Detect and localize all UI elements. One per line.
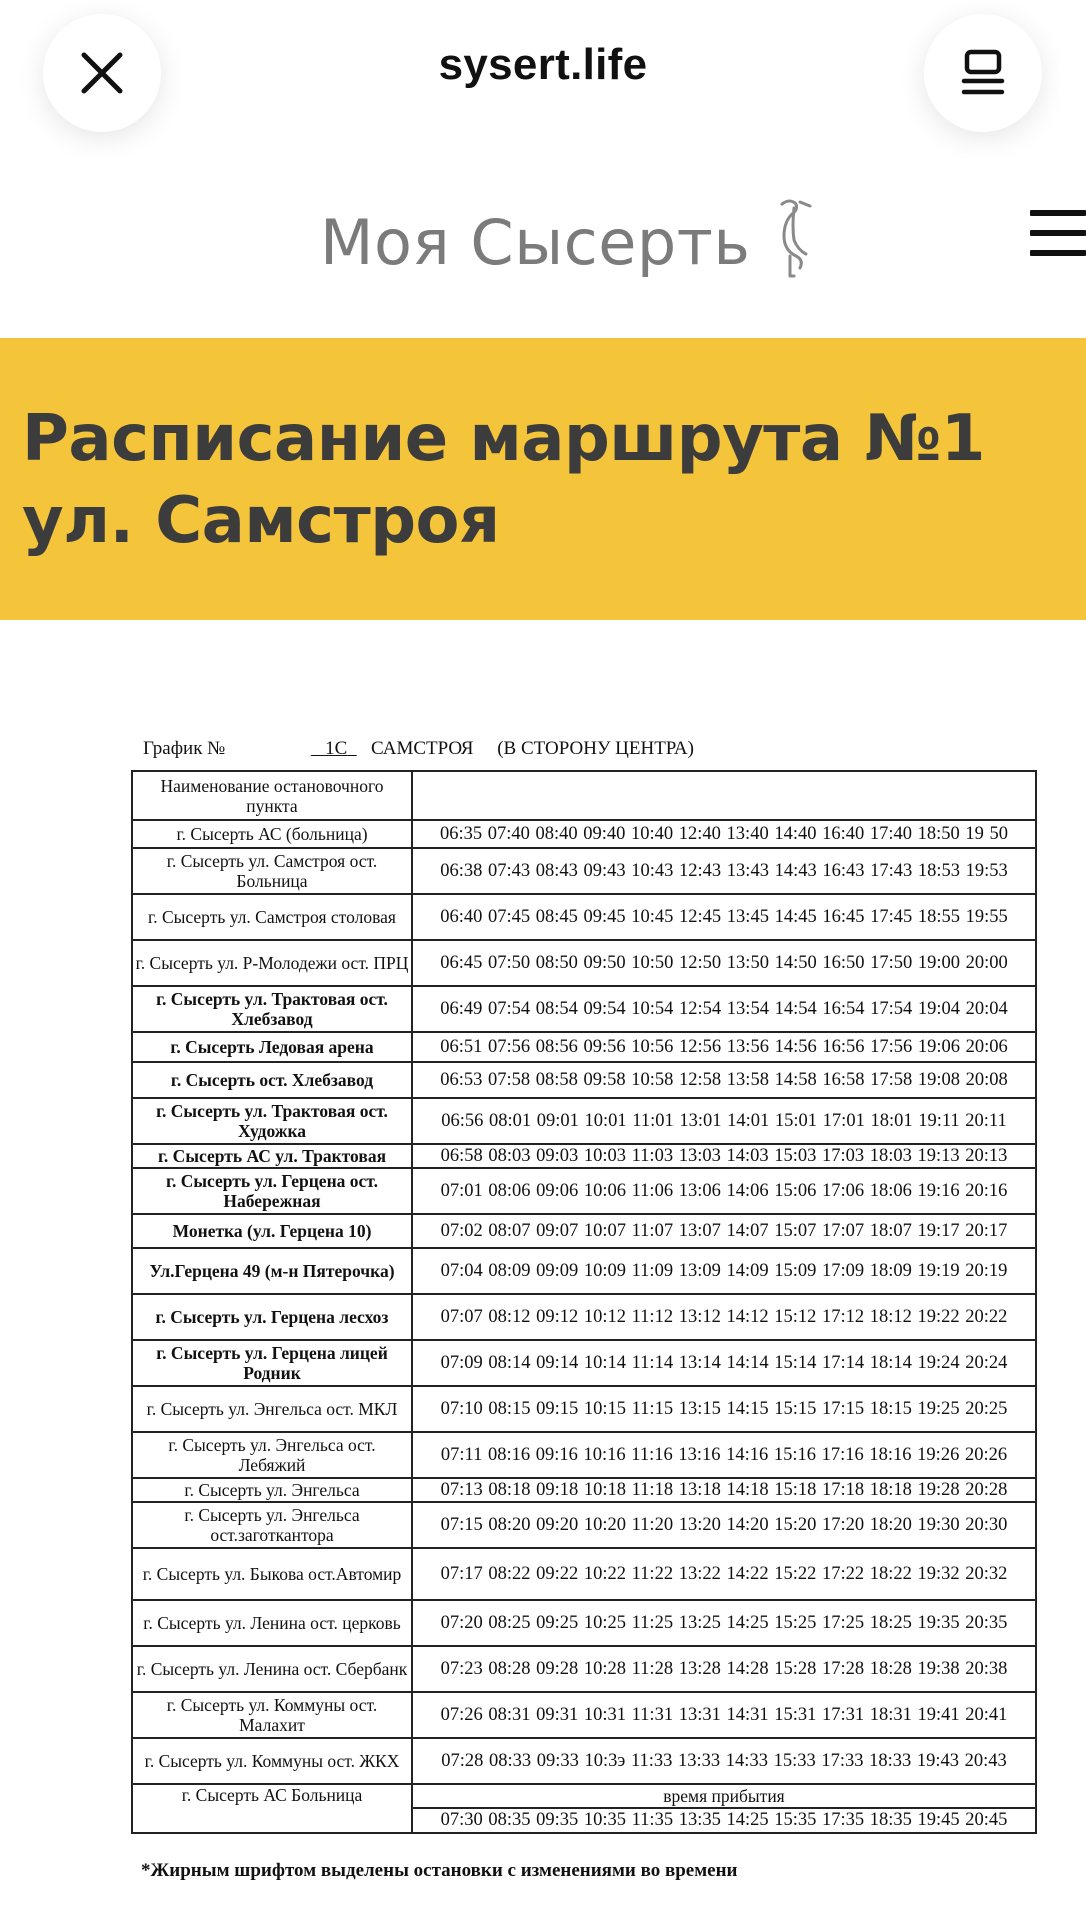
stop-name: г. Сысерть ул. Энгельса <box>132 1478 412 1502</box>
site-logo[interactable] <box>320 196 814 288</box>
stop-times: 07:20 08:25 09:25 10:25 11:25 13:25 14:25 15:25 17:25 18:25 19:35 20:35 <box>412 1600 1036 1646</box>
table-row <box>132 1478 1036 1502</box>
stop-name: г. Сысерть ул. Энгельса ост.заготкантора <box>132 1502 412 1548</box>
reader-mode-button[interactable] <box>924 14 1042 132</box>
stop-name: Монетка (ул. Герцена 10) <box>132 1214 412 1248</box>
stop-times: 07:04 08:09 09:09 10:09 11:09 13:09 14:09 15:09 17:09 18:09 19:19 20:19 <box>412 1248 1036 1294</box>
stop-times: 07:23 08:28 09:28 10:28 11:28 13:28 14:28 15:28 17:28 18:28 19:38 20:38 <box>412 1646 1036 1692</box>
stop-name: г. Сысерть ул. Герцена лесхоз <box>132 1294 412 1340</box>
hamburger-menu-button[interactable] <box>1030 210 1086 266</box>
schedule-route-name: САМСТРОЯ <box>371 738 474 759</box>
table-row <box>132 1692 1036 1738</box>
table-row-arrival <box>132 1784 1036 1833</box>
table-row <box>132 986 1036 1032</box>
stop-times: 06:53 07:58 08:58 09:58 10:58 12:58 13:58 14:58 16:58 17:58 19:08 20:08 <box>412 1062 1036 1098</box>
schedule-direction: (В СТОРОНУ ЦЕНТРА) <box>497 738 694 759</box>
stop-name: г. Сысерть АС ул. Трактовая <box>132 1144 412 1168</box>
stop-times: 07:02 08:07 09:07 10:07 11:07 13:07 14:07 15:07 17:07 18:07 19:17 20:17 <box>412 1214 1036 1248</box>
stop-name: г. Сысерть ул. Коммуны ост. Малахит <box>132 1692 412 1738</box>
table-header-row <box>132 771 1036 820</box>
stop-column-header: Наименование остановочного пункта <box>132 771 412 820</box>
stop-times: 07:07 08:12 09:12 10:12 11:12 13:12 14:12 15:12 17:12 18:12 19:22 20:22 <box>412 1294 1036 1340</box>
stop-times: 07:10 08:15 09:15 10:15 11:15 13:15 14:15 15:15 17:15 18:15 19:25 20:25 <box>412 1386 1036 1432</box>
table-row <box>132 848 1036 894</box>
arrival-cell <box>412 1784 1036 1833</box>
table-row <box>132 1248 1036 1294</box>
stop-name: Ул.Герцена 49 (м-н Пятерочка) <box>132 1248 412 1294</box>
schedule-table <box>131 770 1037 1834</box>
table-row <box>132 1098 1036 1144</box>
stop-name: г. Сысерть ул. Самстроя ост. Больница <box>132 848 412 894</box>
table-row <box>132 1214 1036 1248</box>
stop-name: г. Сысерть ул. Трактовая ост. Художка <box>132 1098 412 1144</box>
table-row <box>132 1548 1036 1600</box>
table-row <box>132 1432 1036 1478</box>
stop-times: 07:09 08:14 09:14 10:14 11:14 13:14 14:14 15:14 17:14 18:14 19:24 20:24 <box>412 1340 1036 1386</box>
stop-name: г. Сысерть ост. Хлебзавод <box>132 1062 412 1098</box>
stop-name: г. Сысерть ул. Герцена лицей Родник <box>132 1340 412 1386</box>
stop-name: г. Сысерть ул. Ленина ост. Сбербанк <box>132 1646 412 1692</box>
table-row <box>132 1032 1036 1062</box>
schedule-route-number: 1С <box>325 738 348 759</box>
stop-times: 07:15 08:20 09:20 10:20 11:20 13:20 14:20 15:20 17:20 18:20 19:30 20:30 <box>412 1502 1036 1548</box>
site-logo-text: Моя Сысерть <box>320 205 751 279</box>
stop-times: 07:17 08:22 09:22 10:22 11:22 13:22 14:22 15:22 17:22 18:22 19:32 20:32 <box>412 1548 1036 1600</box>
times-column-header <box>412 771 1036 820</box>
table-row <box>132 1738 1036 1784</box>
stop-times: 07:01 08:06 09:06 10:06 11:06 13:06 14:06 15:06 17:06 18:06 19:16 20:16 <box>412 1168 1036 1214</box>
stop-name: г. Сысерть ул. Энгельса ост. МКЛ <box>132 1386 412 1432</box>
page-title: Расписание маршрута №1 ул. Самстроя <box>22 402 985 558</box>
stop-name: г. Сысерть ул. Трактовая ост. Хлебзавод <box>132 986 412 1032</box>
table-row <box>132 940 1036 986</box>
stop-times: 07:11 08:16 09:16 10:16 11:16 13:16 14:16 15:16 17:16 18:16 19:26 20:26 <box>412 1432 1036 1478</box>
arrival-times: 07:30 08:35 09:35 10:35 11:35 13:35 14:25 15:35 17:35 18:35 19:45 20:45 <box>440 1810 1008 1830</box>
arrival-label: время прибытия <box>413 1785 1035 1809</box>
stop-name: г. Сысерть ул. Р-Молодежи ост. ПРЦ <box>132 940 412 986</box>
footnote: *Жирным шрифтом выделены остановки с изменениями во времени <box>141 1860 738 1881</box>
stop-name: г. Сысерть ул. Герцена ост. Набережная <box>132 1168 412 1214</box>
stop-name: г. Сысерть ул. Энгельса ост. Лебяжий <box>132 1432 412 1478</box>
stop-times: 06:38 07:43 08:43 09:43 10:43 12:43 13:43 14:43 16:43 17:43 18:53 19:53 <box>412 848 1036 894</box>
hamburger-menu-icon <box>1030 210 1086 256</box>
table-row <box>132 1168 1036 1214</box>
stop-times: 06:58 08:03 09:03 10:03 11:03 13:03 14:03 15:03 17:03 18:03 19:13 20:13 <box>412 1144 1036 1168</box>
title-banner <box>0 338 1086 620</box>
schedule-header-label: График № <box>143 738 226 759</box>
table-row <box>132 1062 1036 1098</box>
table-row <box>132 1340 1036 1386</box>
stop-name: г. Сысерть Ледовая арена <box>132 1032 412 1062</box>
table-row <box>132 1386 1036 1432</box>
stop-name: г. Сысерть ул. Ленина ост. церковь <box>132 1600 412 1646</box>
schedule-header <box>143 738 694 760</box>
stop-name: г. Сысерть ул. Быкова ост.Автомир <box>132 1548 412 1600</box>
stop-name: г. Сысерть АС Больница <box>132 1784 412 1833</box>
stop-times: 07:26 08:31 09:31 10:31 11:31 13:31 14:31 15:31 17:31 18:31 19:41 20:41 <box>412 1692 1036 1738</box>
stop-name: г. Сысерть ул. Самстроя столовая <box>132 894 412 940</box>
table-row <box>132 1144 1036 1168</box>
stop-name: г. Сысерть ул. Коммуны ост. ЖКХ <box>132 1738 412 1784</box>
stop-times: 06:40 07:45 08:45 09:45 10:45 12:45 13:45 14:45 16:45 17:45 18:55 19:55 <box>412 894 1036 940</box>
stop-times: 06:56 08:01 09:01 10:01 11:01 13:01 14:01 15:01 17:01 18:01 19:11 20:11 <box>412 1098 1036 1144</box>
table-row <box>132 894 1036 940</box>
table-row <box>132 1294 1036 1340</box>
heron-icon <box>764 196 814 280</box>
stop-times: 06:49 07:54 08:54 09:54 10:54 12:54 13:54 14:54 16:54 17:54 19:04 20:04 <box>412 986 1036 1032</box>
reader-mode-icon <box>960 48 1006 98</box>
stop-times: 06:45 07:50 08:50 09:50 10:50 12:50 13:50 14:50 16:50 17:50 19:00 20:00 <box>412 940 1036 986</box>
stop-times: 06:35 07:40 08:40 09:40 10:40 12:40 13:40 14:40 16:40 17:40 18:50 19 50 <box>412 820 1036 848</box>
table-row <box>132 1502 1036 1548</box>
stop-name: г. Сысерть АС (больница) <box>132 820 412 848</box>
page-domain: sysert.life <box>438 40 648 89</box>
stop-times: 07:28 08:33 09:33 10:3э 11:33 13:33 14:33 15:33 17:33 18:33 19:43 20:43 <box>412 1738 1036 1784</box>
table-row <box>132 1646 1036 1692</box>
table-row <box>132 820 1036 848</box>
table-row <box>132 1600 1036 1646</box>
stop-times: 06:51 07:56 08:56 09:56 10:56 12:56 13:56 14:56 16:56 17:56 19:06 20:06 <box>412 1032 1036 1062</box>
stop-times: 07:13 08:18 09:18 10:18 11:18 13:18 14:18 15:18 17:18 18:18 19:28 20:28 <box>412 1478 1036 1502</box>
browser-topbar <box>0 0 1086 150</box>
